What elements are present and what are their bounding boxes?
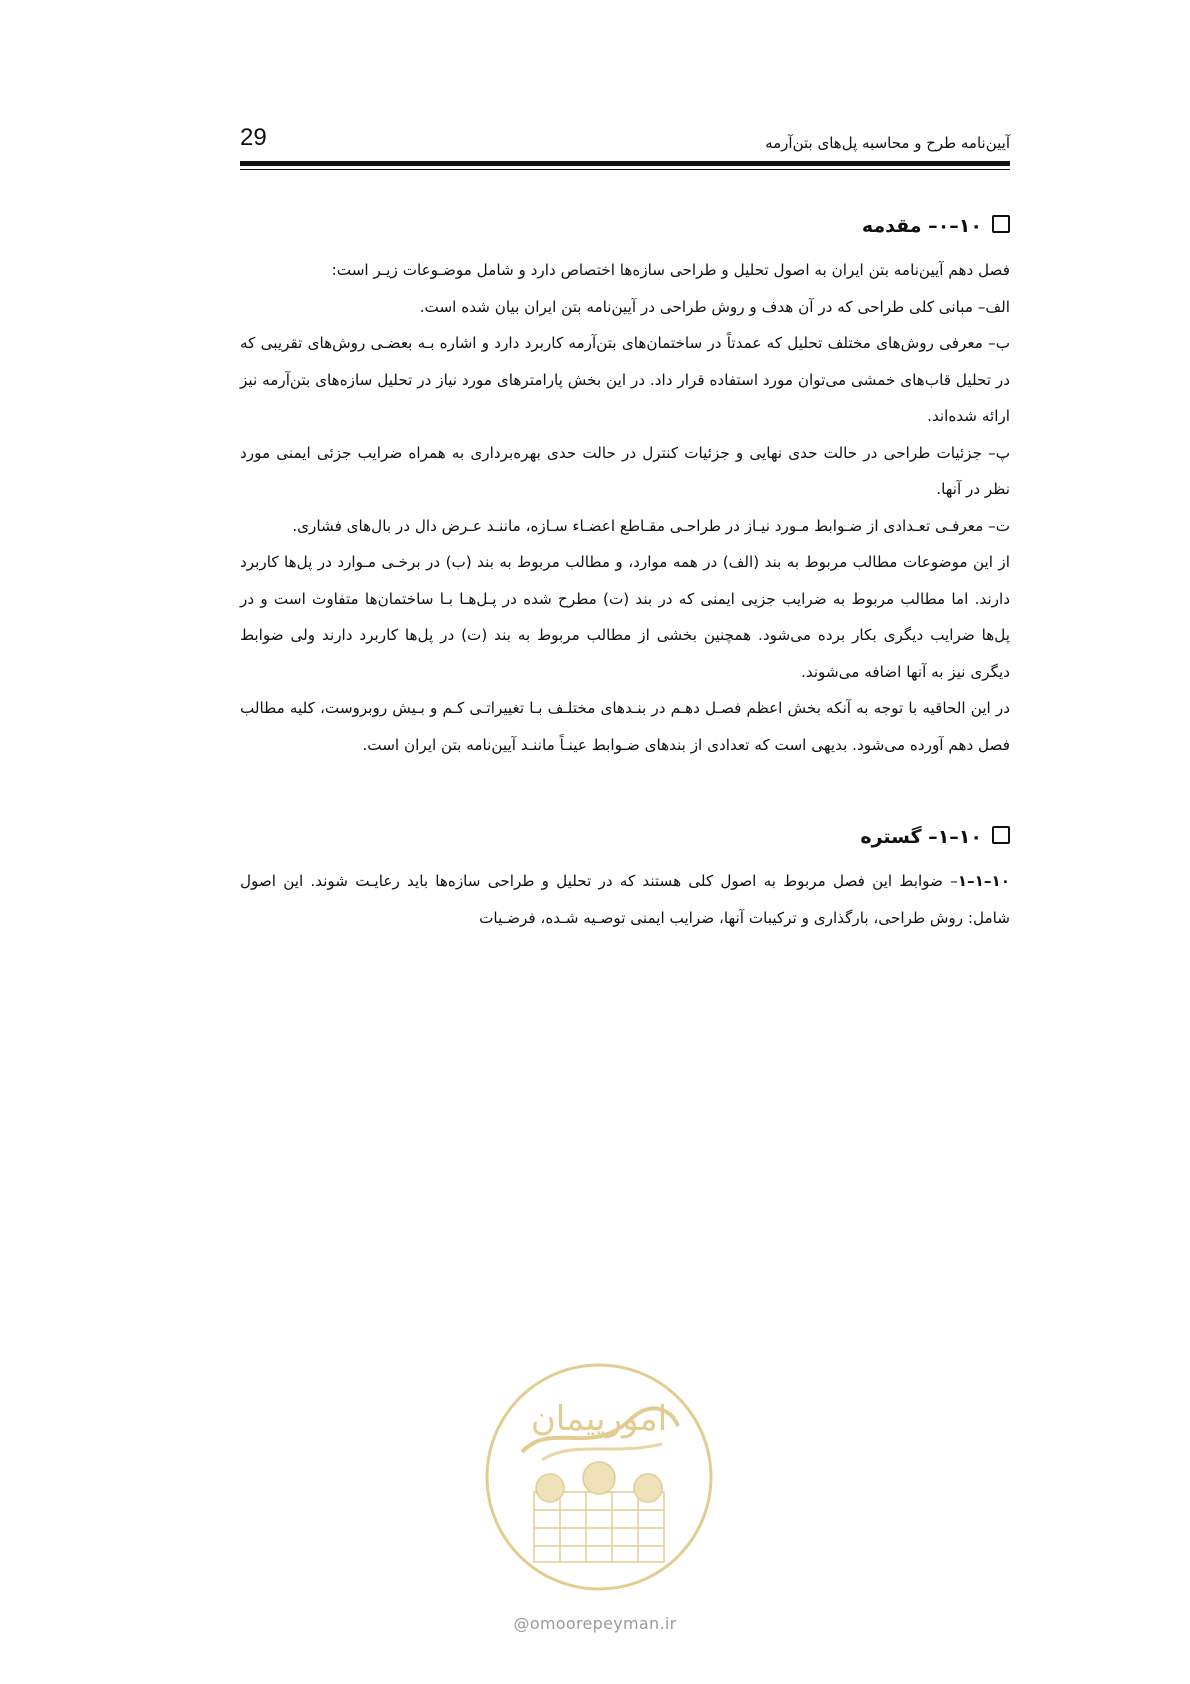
section-heading-scope bbox=[240, 823, 1010, 851]
paragraph: الف– مبانی کلی طراحی که در آن هدف و روش طراحی در آیین‌نامه بتن ایران بیان شده است. bbox=[419, 297, 1010, 316]
paragraph: پ– جزئیات طراحی در حالت حدی نهایی و جزئیات کنترل در حالت حدی بهره‌برداری به همراه ضرایب جزئی ایمنی مورد نظر در آنها. bbox=[240, 443, 1010, 498]
paragraph: از این موضوعات مطالب مربوط به بند (الف) در همه موارد، و مطالب مربوط به بند (ب) در برخـی مـوارد در پل‌ها کاربرد دارند. اما مطالب مربوط به ضرایب جزیی ایمنی که در بند (ت) مطرح شده در پـل‌هـا بـا ساختمان‌ها متفاوت است و در پل‌ها ضرایب دیگری بکار برده می‌شود. همچنین بخشی از مطالب مربوط به بند (ت) در پل‌ها کاربرد دارند ولی ضوابط دیگری نیز به آنها اضافه می‌شوند. bbox=[240, 553, 1010, 681]
watermark-seal-logo bbox=[482, 1360, 716, 1594]
paragraph bbox=[240, 863, 1010, 936]
page-header bbox=[240, 124, 1010, 164]
section-heading-text: ۱۰–۰– مقدمه bbox=[861, 215, 982, 237]
checkbox-bullet-icon bbox=[992, 215, 1010, 233]
page-body bbox=[240, 212, 1010, 936]
paragraph-text: – ضوابط این فصل مربوط به اصول کلی هستند که در تحلیل و طراحی سازه‌ها باید رعایـت شوند. این اصول شامل: روش طراحی، بارگذاری و ترکیبات آنها، ضرایب ایمنی توصـیه شـده، فرضـیات bbox=[240, 872, 1010, 927]
paragraph-number: ۱۰–۱–۱ bbox=[957, 872, 1010, 890]
paragraph: فصل دهم آیین‌نامه بتن ایران به اصول تحلیل و طراحی سازه‌ها اختصاص دارد و شامل موضـوعات زیـر است: bbox=[331, 261, 1010, 279]
paragraph: در این الحاقیه با توجه به آنکه بخش اعظم فصـل دهـم در بنـدهای مختلـف بـا تغییراتـی کـم و بـیش روبروست، کلیه مطالب فصل دهم آورده می‌شود. بدیهی است که تعدادی از بندهای ضـوابط عینـاً ماننـد آیین‌نامه بتن ایران است. bbox=[240, 699, 1010, 754]
paragraph: ت– معرفـی تعـدادی از ضـوابط مـورد نیـاز در طراحـی مقـاطع اعضـاء سـازه، ماننـد عـرض دال در بال‌های فشاری. bbox=[292, 516, 1010, 535]
header-rule-thin bbox=[240, 169, 1010, 170]
at-icon: @ bbox=[513, 1614, 530, 1633]
header-rule-thick bbox=[240, 161, 1010, 166]
watermark-url bbox=[0, 1614, 1190, 1633]
page-number: 29 bbox=[240, 124, 267, 151]
section-heading-introduction bbox=[240, 212, 1010, 240]
section-heading-text: ۱۰–۱– گستره bbox=[860, 826, 982, 848]
watermark-url-text: omoorepeyman.ir bbox=[529, 1614, 677, 1633]
checkbox-bullet-icon bbox=[992, 826, 1010, 844]
running-title: آیین‌نامه طرح و محاسبه پل‌های بتن‌آرمه bbox=[765, 134, 1010, 152]
seal-text: امورپیمان bbox=[530, 1399, 668, 1439]
paragraph: ب– معرفی روش‌های مختلف تحلیل که عمدتاً در ساختمان‌های بتن‌آرمه کاربرد دارد و اشاره بـه بعضـی روش‌های تقریبی که در تحلیل قاب‌های خمشی می‌توان مورد استفاده قرار داد. در این بخش پارامترهای مورد نیاز در تحلیل سازه‌های بتن‌آرمه نیز ارائه شده‌اند. bbox=[240, 334, 1010, 425]
